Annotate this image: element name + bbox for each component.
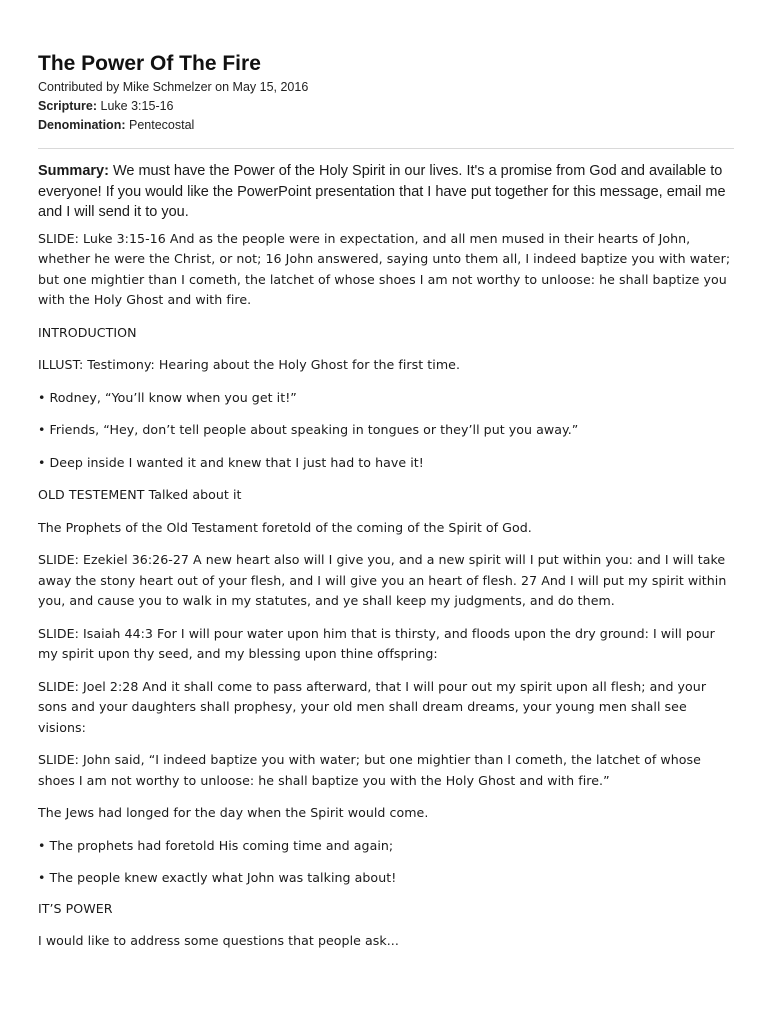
sermon-page: [38, 50, 734, 964]
scripture-value: Luke 3:15-16: [100, 99, 174, 113]
paragraph-slide-isaiah: SLIDE: Isaiah 44:3 For I will pour water upon him that is thirsty, and floods upon the dry ground: I will pour my spirit upon thy seed, and my blessing upon thine offspring:: [38, 625, 715, 661]
paragraph-old-testament-heading: OLD TESTEMENT Talked about it: [38, 487, 242, 502]
page-title: The Power Of The Fire: [38, 52, 261, 75]
paragraph-questions: I would like to address some questions that people ask...: [38, 933, 399, 948]
bullet-rodney: • Rodney, “You’ll know when you get it!”: [38, 389, 297, 405]
paragraph-slide-luke: SLIDE: Luke 3:15-16 And as the people were in expectation, and all men mused in their hearts of John, whether he were the Christ, or not; 16 John answered, saying unto them all, I indeed baptize you with water; but one mightier than I cometh, the latchet of whose shoes I am not worthy to unloose: he shall baptize you with the Holy Ghost and with fire.: [38, 230, 731, 307]
paragraph-illust: ILLUST: Testimony: Hearing about the Holy Ghost for the first time.: [38, 357, 461, 372]
paragraph-slide-john: SLIDE: John said, “I indeed baptize you with water; but one mightier than I cometh, the latchet of whose shoes I am not worthy to unloose: he shall baptize you with the Holy Ghost and with fire.”: [38, 752, 701, 788]
paragraph-jews-longed: The Jews had longed for the day when the Spirit would come.: [38, 805, 429, 820]
summary-label: Summary:: [38, 163, 109, 179]
bullet-people-knew: • The people knew exactly what John was talking about!: [38, 870, 397, 885]
paragraph-slide-joel: SLIDE: Joel 2:28 And it shall come to pass afterward, that I will pour out my spirit upon all flesh; and your sons and your daughters shall prophesy, your old men shall dream dreams, your young men shall see visions:: [38, 678, 707, 735]
paragraph-introduction: INTRODUCTION: [38, 324, 137, 340]
scripture-line: [38, 97, 734, 116]
bullet-friends: • Friends, “Hey, don’t tell people about speaking in tongues or they’ll put you away.”: [38, 422, 579, 437]
paragraph-slide-ezekiel: SLIDE: Ezekiel 36:26-27 A new heart also will I give you, and a new spirit will I put within you: and I will take away the stony heart out of your flesh, and I will give you an heart of flesh. 27 And I will put my spirit within you, and cause you to walk in my statutes, and ye shall keep my judgments, and do them.: [38, 552, 727, 608]
denomination-value: Pentecostal: [128, 118, 195, 132]
summary: [38, 161, 734, 223]
paragraph-prophets: The Prophets of the Old Testament foretold of the coming of the Spirit of God.: [38, 519, 532, 535]
sermon-body: [38, 229, 734, 952]
scripture-label: Scripture:: [38, 99, 98, 113]
contributor-line: Contributed by Mike Schmelzer on May 15, 2016: [38, 80, 309, 94]
bullet-prophets-foretold: • The prophets had foretold His coming time and again;: [38, 837, 394, 853]
divider: [38, 148, 734, 149]
denomination-line: [38, 116, 734, 135]
paragraph-its-power: IT’S POWER: [38, 900, 113, 916]
denomination-label: Denomination:: [38, 118, 126, 132]
bullet-deep-inside: • Deep inside I wanted it and knew that I just had to have it!: [38, 454, 424, 470]
summary-text: We must have the Power of the Holy Spirit in our lives. It's a promise from God and available to everyone! If you would like the PowerPoint presentation that I have put together for this message, email me and I will send it to you.: [38, 163, 726, 220]
